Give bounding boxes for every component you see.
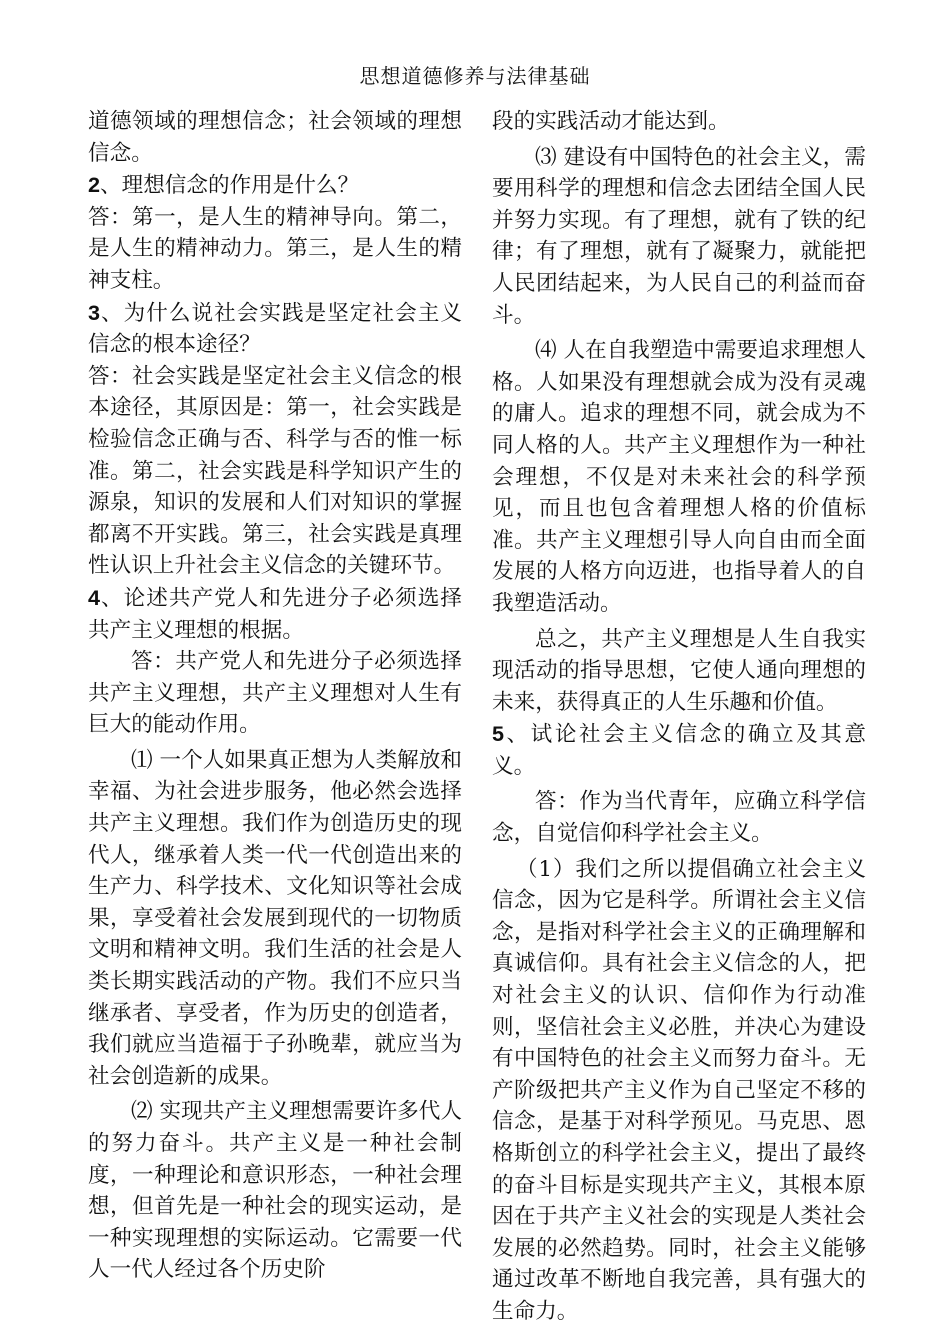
answer-4-point-3: ⑶ 建设有中国特色的社会主义，需要用科学的理想和信念去团结全国人民并努力实现。有了理想，就有了铁的纪律；有了理想，就有了凝聚力，就能把人民团结起来，为人民自己的利益而奋斗。	[492, 144, 866, 328]
question-number: 2	[88, 172, 101, 198]
question-3	[88, 297, 462, 361]
paragraph: 道德领域的理想信念；社会领域的理想信念。	[88, 109, 462, 166]
answer-5-intro: 答：作为当代青年，应确立科学信念，自觉信仰科学社会主义。	[492, 789, 866, 847]
question-text: 、理想信念的作用是什么？	[100, 173, 360, 199]
page-title: 思想道德修养与法律基础	[359, 64, 591, 88]
answer-2: 答：第一，是人生的精神导向。第二，是人生的精神动力。第三，是人生的精神支柱。	[88, 204, 462, 293]
question-2	[88, 169, 462, 202]
question-5	[492, 718, 866, 782]
question-text: 、论述共产党人和先进分子必须选择共产主义理想的根据。	[88, 585, 462, 643]
answer-4-point-4: ⑷ 人在自我塑造中需要追求理想人格。人如果没有理想就会成为没有灵魂的庸人。追求的理想不同，就会成为不同人格的人。共产主义理想作为一种社会理想，不仅是对未来社会的科学预见，而且也包含着理想人格的价值标准。共产主义理想引导人向自由而全面发展的人格方向迈进，也指导着人的自我塑造活动。	[492, 338, 866, 616]
question-number: 5	[492, 721, 505, 747]
answer-4-intro: 答：共产党人和先进分子必须选择共产主义理想，共产主义理想对人生有巨大的能动作用。	[88, 649, 462, 738]
paragraph: 段的实践活动才能达到。	[492, 109, 730, 134]
left-column	[88, 106, 462, 1286]
answer-4-point-2: ⑵ 实现共产主义理想需要许多代人的努力奋斗。共产主义是一种社会制度，一种理论和意识形态，一种社会理想，但首先是一种社会的现实运动，是一种实现理想的实际运动。它需要一代人一代人经过各个历史阶	[88, 1099, 462, 1283]
right-column	[492, 106, 866, 1328]
answer-5-point-1: （1）我们之所以提倡确立社会主义信念，因为它是科学。所谓社会主义信念，是指对科学社会主义的正确理解和真诚信仰。具有社会主义信念的人，把对社会主义的认识、信仰作为行动准则，坚信社会主义必胜，并决心为建设有中国特色的社会主义而努力奋斗。无产阶级把共产主义作为自己坚定不移的信念，是基于对科学预见。马克思、恩格斯创立的科学社会主义，提出了最终的奋斗目标是实现共产主义，其根本原因在于共产主义社会的实现是人类社会发展的必然趋势。同时，社会主义能够通过改革不断地自我完善，具有强大的生命力。	[492, 856, 866, 1324]
answer-4-point-1: ⑴ 一个人如果真正想为人类解放和幸福、为社会进步服务，他必然会选择共产主义理想。我们作为创造历史的现代人，继承着人类一代一代创造出来的生产力、科学技术、文化知识等社会成果，享受着社会发展到现代的一切物质文明和精神文明。我们生活的社会是人类长期实践活动的产物。我们不应只当继承者、享受者，作为历史的创造者，我们就应当造福于子孙晚辈，就应当为社会创造新的成果。	[88, 747, 462, 1089]
question-4	[88, 582, 462, 646]
question-number: 4	[88, 584, 101, 610]
answer-4-summary: 总之，共产主义理想是人生自我实现活动的指导思想，它使人通向理想的未来，获得真正的人生乐趣和价值。	[492, 626, 866, 715]
question-number: 3	[88, 299, 101, 325]
question-text: 、试论社会主义信念的确立及其意义。	[492, 722, 866, 779]
answer-3: 答：社会实践是坚定社会主义信念的根本途径，其原因是：第一，社会实践是检验信念正确与否、科学与否的惟一标准。第二，社会实践是科学知识产生的源泉，知识的发展和人们对知识的掌握都离不开实践。第三，社会实践是真理性认识上升社会主义信念的关键环节。	[88, 363, 462, 579]
question-text: 、为什么说社会实践是坚定社会主义信念的根本途径？	[88, 300, 462, 358]
